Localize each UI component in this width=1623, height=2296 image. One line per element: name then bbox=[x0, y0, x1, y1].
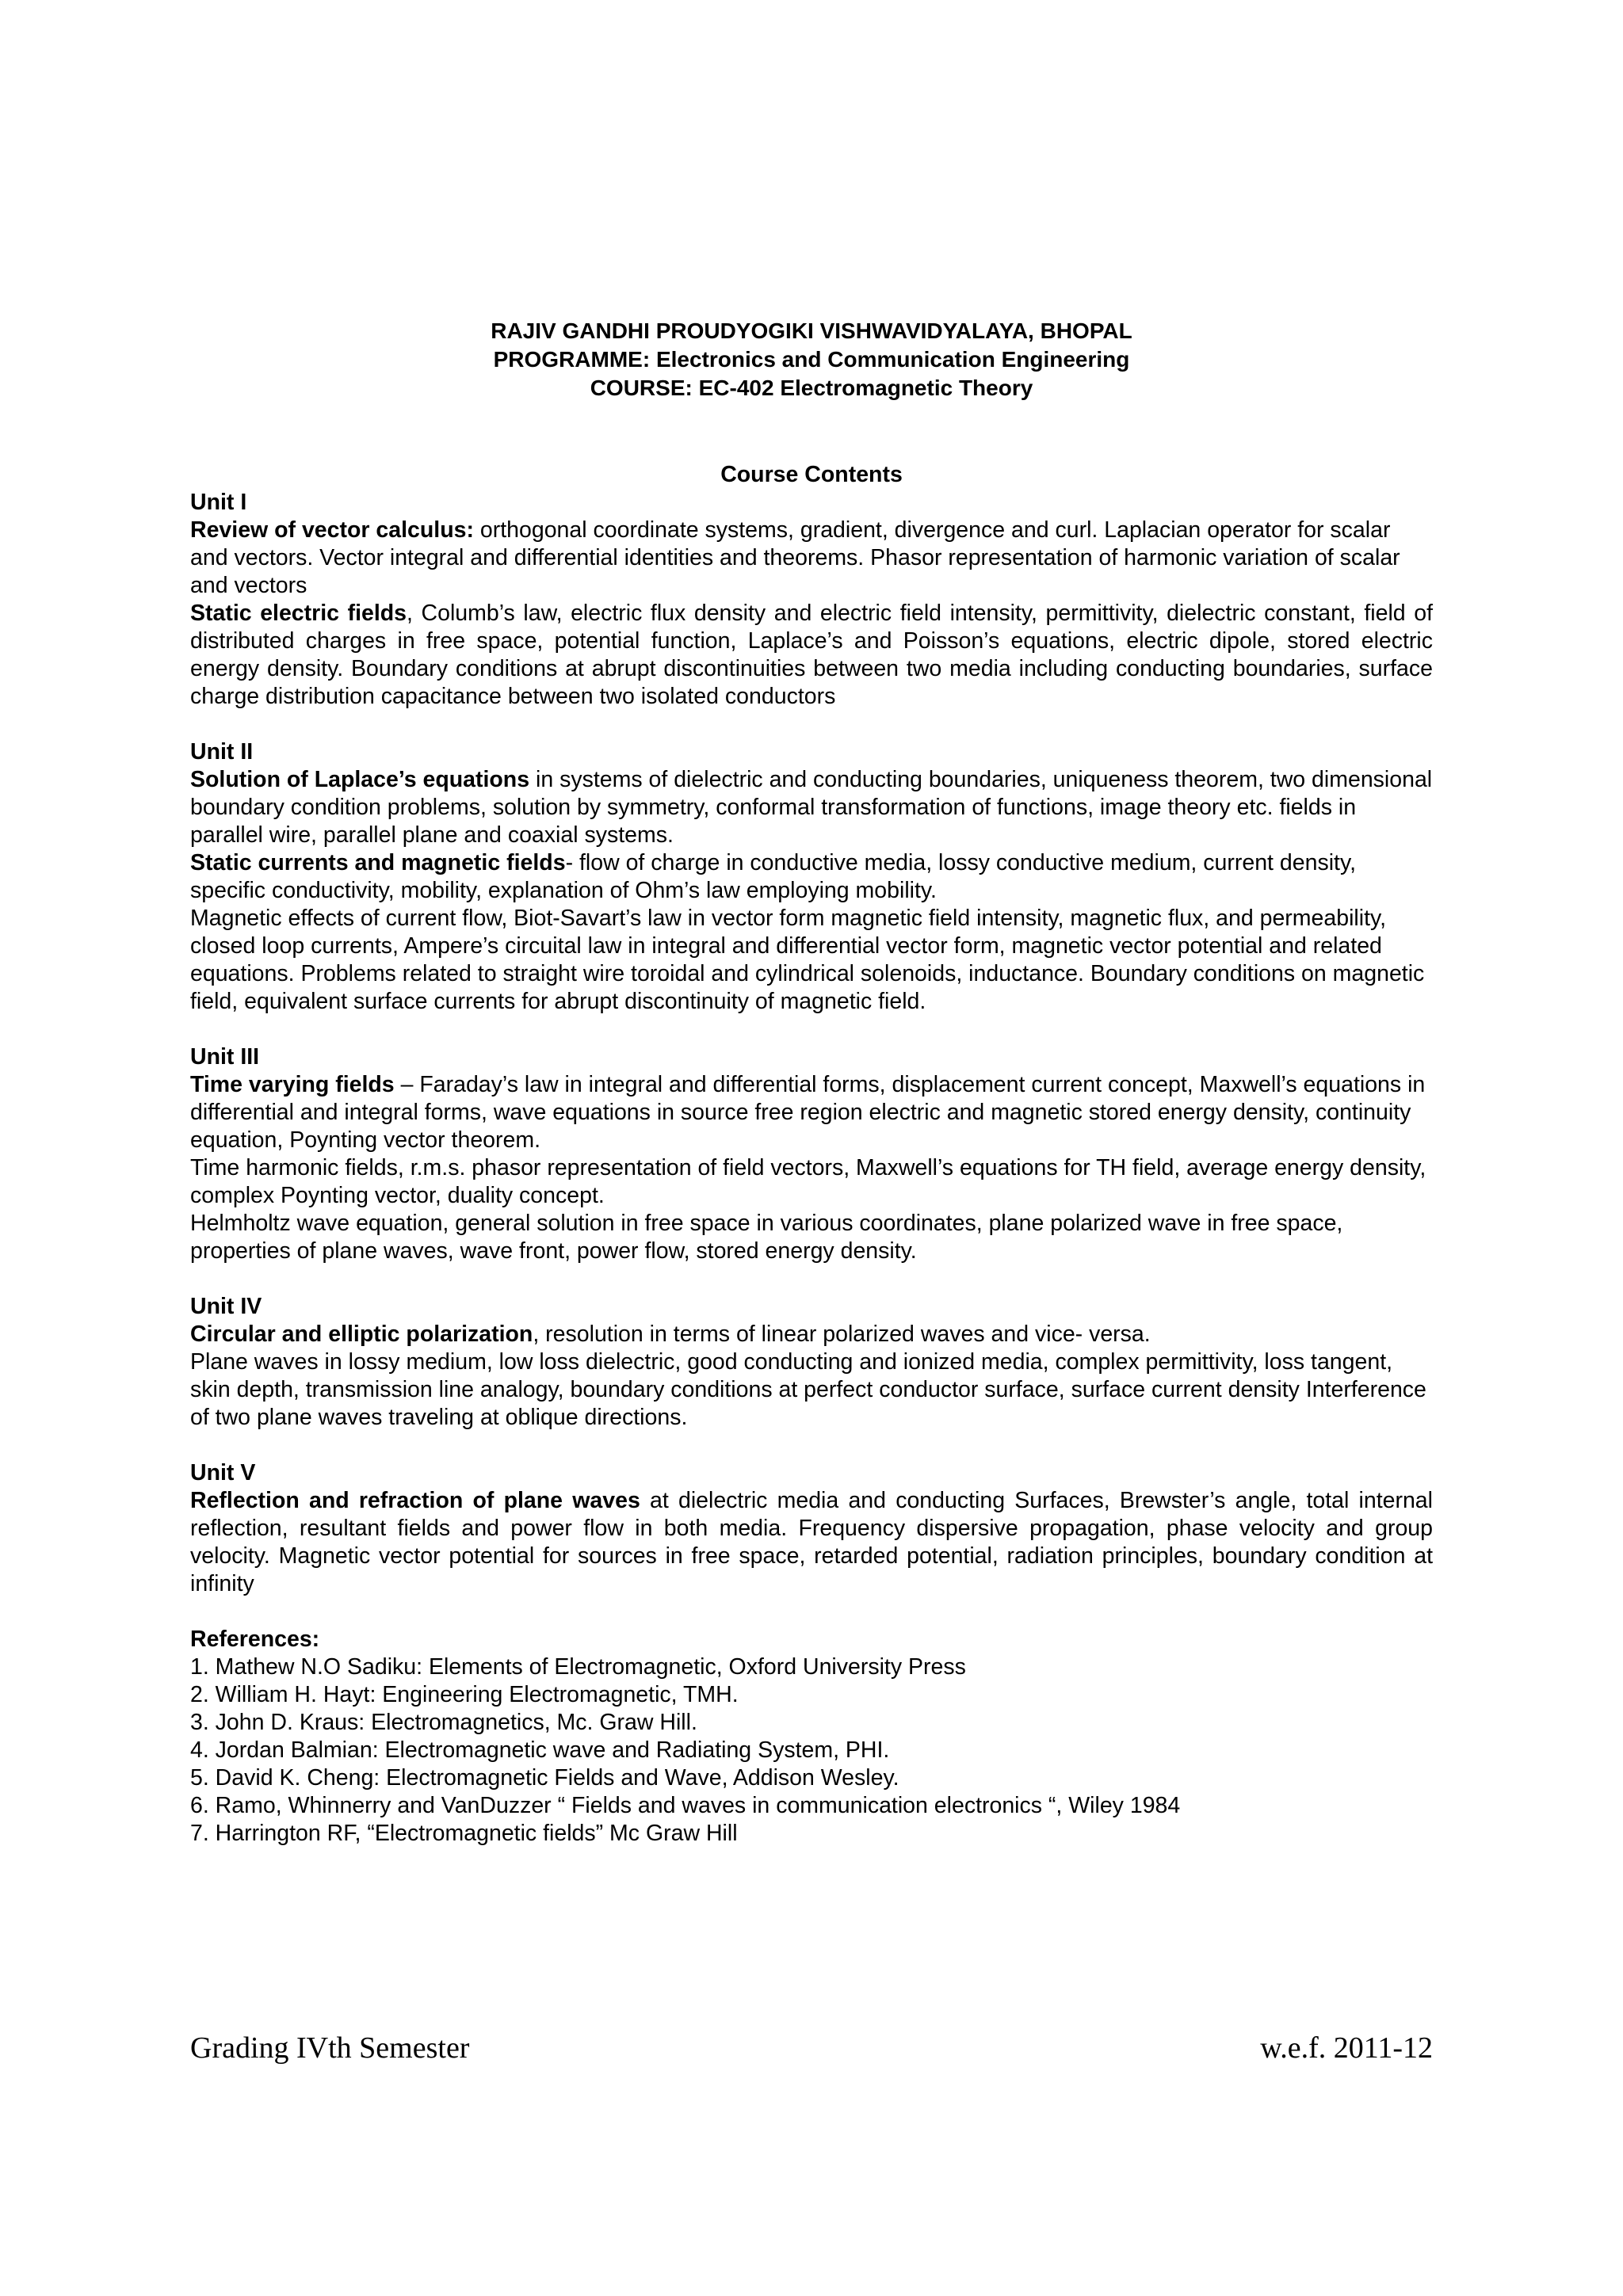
unit-2-paragraph-2 bbox=[190, 849, 1433, 905]
unit-1-text-2: , Columb’s law, electric flux density and electric field intensity, permittivity, dielectric constant, field of distributed charges in free space, potential function, Laplace’s and Poisson’s equations, electric dipole, stored electric energy density. Boundary conditions at abrupt discontinuities between two media including conducting boundaries, surface charge distribution capacitance between two isolated conductors bbox=[190, 601, 1433, 709]
university-name: RAJIV GANDHI PROUDYOGIKI VISHWAVIDYALAYA, BHOPAL bbox=[491, 318, 1132, 343]
reference-item: 3. John D. Kraus: Electromagnetics, Mc. Graw Hill. bbox=[190, 1710, 697, 1735]
unit-5-text-1: at dielectric media and conducting Surfaces, Brewster’s angle, total internal reflection, resultant fields and power flow in both media. Frequency dispersive propagation, phase velocity and group velocity. Magnetic vector potential for sources in free space, retarded potential, radiation principles, boundary condition at infinity bbox=[190, 1488, 1433, 1596]
reference-item: 1. Mathew N.O Sadiku: Elements of Electromagnetic, Oxford University Press bbox=[190, 1654, 966, 1680]
unit-2-topic-1: Solution of Laplace’s equations bbox=[190, 767, 530, 792]
unit-1-paragraph-1 bbox=[190, 517, 1433, 600]
references-title: References: bbox=[190, 1627, 320, 1652]
unit-3-text-1: – Faraday’s law in integral and differential forms, displacement current concept, Maxwell’s equations in differential and integral forms, wave equations in source free region electric and magnetic stored energy density, continuity equation, Poynting vector theorem. bbox=[190, 1072, 1426, 1153]
references-section bbox=[190, 1626, 1433, 1848]
course-line: COURSE: EC-402 Electromagnetic Theory bbox=[590, 376, 1033, 400]
unit-2-text-2: - flow of charge in conductive media, lossy conductive medium, current density, specific conductivity, mobility, explanation of Ohm’s law employing mobility. bbox=[190, 850, 1356, 903]
unit-1-text-1: orthogonal coordinate systems, gradient, divergence and curl. Laplacian operator for scalar and vectors. Vector integral and differential identities and theorems. Phasor representation of harmonic variation of scalar and vectors bbox=[190, 517, 1400, 598]
unit-1-paragraph-2 bbox=[190, 600, 1433, 711]
spacer bbox=[190, 1265, 1433, 1293]
unit-5-paragraph-1 bbox=[190, 1487, 1433, 1598]
footer-effective-date: w.e.f. 2011-12 bbox=[1260, 2031, 1433, 2065]
unit-2-paragraph-3: Magnetic effects of current flow, Biot-Savart’s law in vector form magnetic field intensity, magnetic flux, and permeability, closed loop currents, Ampere’s circuital law in integral and differential vector form, magnetic vector potential and related equations. Problems related to straight wire toroidal and cylindrical solenoids, inductance. Boundary conditions on magnetic field, equivalent surface currents for abrupt discontinuity of magnetic field. bbox=[190, 906, 1425, 1014]
unit-5-title: Unit V bbox=[190, 1460, 256, 1486]
unit-1-topic-1: Review of vector calculus: bbox=[190, 517, 474, 543]
unit-4-paragraph-2: Plane waves in lossy medium, low loss dielectric, good conducting and ionized media, complex permittivity, loss tangent, skin depth, transmission line analogy, boundary conditions at perfect conductor surface, surface current density Interference of two plane waves traveling at oblique directions. bbox=[190, 1349, 1426, 1430]
unit-3-paragraph-1 bbox=[190, 1071, 1433, 1154]
spacer bbox=[190, 1016, 1433, 1043]
unit-3-title: Unit III bbox=[190, 1044, 260, 1070]
unit-4-text-1: , resolution in terms of linear polarized waves and vice- versa. bbox=[533, 1322, 1151, 1347]
reference-item: 5. David K. Cheng: Electromagnetic Fields and Wave, Addison Wesley. bbox=[190, 1765, 899, 1791]
reference-item: 6. Ramo, Whinnerry and VanDuzzer “ Fields and waves in communication electronics “, Wiley 1984 bbox=[190, 1793, 1181, 1818]
unit-1 bbox=[190, 489, 1433, 711]
document-header bbox=[190, 317, 1433, 402]
unit-3 bbox=[190, 1043, 1433, 1265]
unit-2 bbox=[190, 738, 1433, 1016]
unit-2-title: Unit II bbox=[190, 739, 254, 765]
reference-item: 7. Harrington RF, “Electromagnetic fields” Mc Graw Hill bbox=[190, 1821, 738, 1846]
unit-5 bbox=[190, 1459, 1433, 1598]
unit-4 bbox=[190, 1293, 1433, 1432]
unit-2-topic-2: Static currents and magnetic fields bbox=[190, 850, 566, 875]
unit-2-text-1: in systems of dielectric and conducting boundaries, uniqueness theorem, two dimensional boundary condition problems, solution by symmetry, conformal transformation of functions, image theory etc. fields in parallel wire, parallel plane and coaxial systems. bbox=[190, 767, 1433, 848]
programme-line: PROGRAMME: Electronics and Communication Engineering bbox=[493, 347, 1130, 372]
unit-3-paragraph-3: Helmholtz wave equation, general solution in free space in various coordinates, plane polarized wave in free space, properties of plane waves, wave front, power flow, stored energy density. bbox=[190, 1211, 1343, 1264]
unit-3-paragraph-2: Time harmonic fields, r.m.s. phasor representation of field vectors, Maxwell’s equations for TH field, average energy density, complex Poynting vector, duality concept. bbox=[190, 1155, 1426, 1208]
reference-item: 2. William H. Hayt: Engineering Electromagnetic, TMH. bbox=[190, 1682, 739, 1707]
course-contents-title: Course Contents bbox=[720, 462, 903, 487]
unit-4-topic-1: Circular and elliptic polarization bbox=[190, 1322, 533, 1347]
reference-item: 4. Jordan Balmian: Electromagnetic wave and Radiating System, PHI. bbox=[190, 1737, 890, 1763]
unit-3-topic-1: Time varying fields bbox=[190, 1072, 395, 1097]
unit-5-topic-1: Reflection and refraction of plane waves bbox=[190, 1488, 640, 1513]
spacer bbox=[190, 1598, 1433, 1626]
unit-4-title: Unit IV bbox=[190, 1294, 262, 1319]
spacer bbox=[190, 711, 1433, 738]
unit-2-paragraph-1 bbox=[190, 766, 1433, 849]
spacer bbox=[190, 1432, 1433, 1459]
footer-semester: Grading IVth Semester bbox=[190, 2031, 470, 2065]
course-contents bbox=[190, 461, 1433, 1848]
unit-1-title: Unit I bbox=[190, 490, 247, 515]
unit-1-topic-2: Static electric fields bbox=[190, 601, 407, 626]
unit-4-paragraph-1 bbox=[190, 1321, 1433, 1348]
